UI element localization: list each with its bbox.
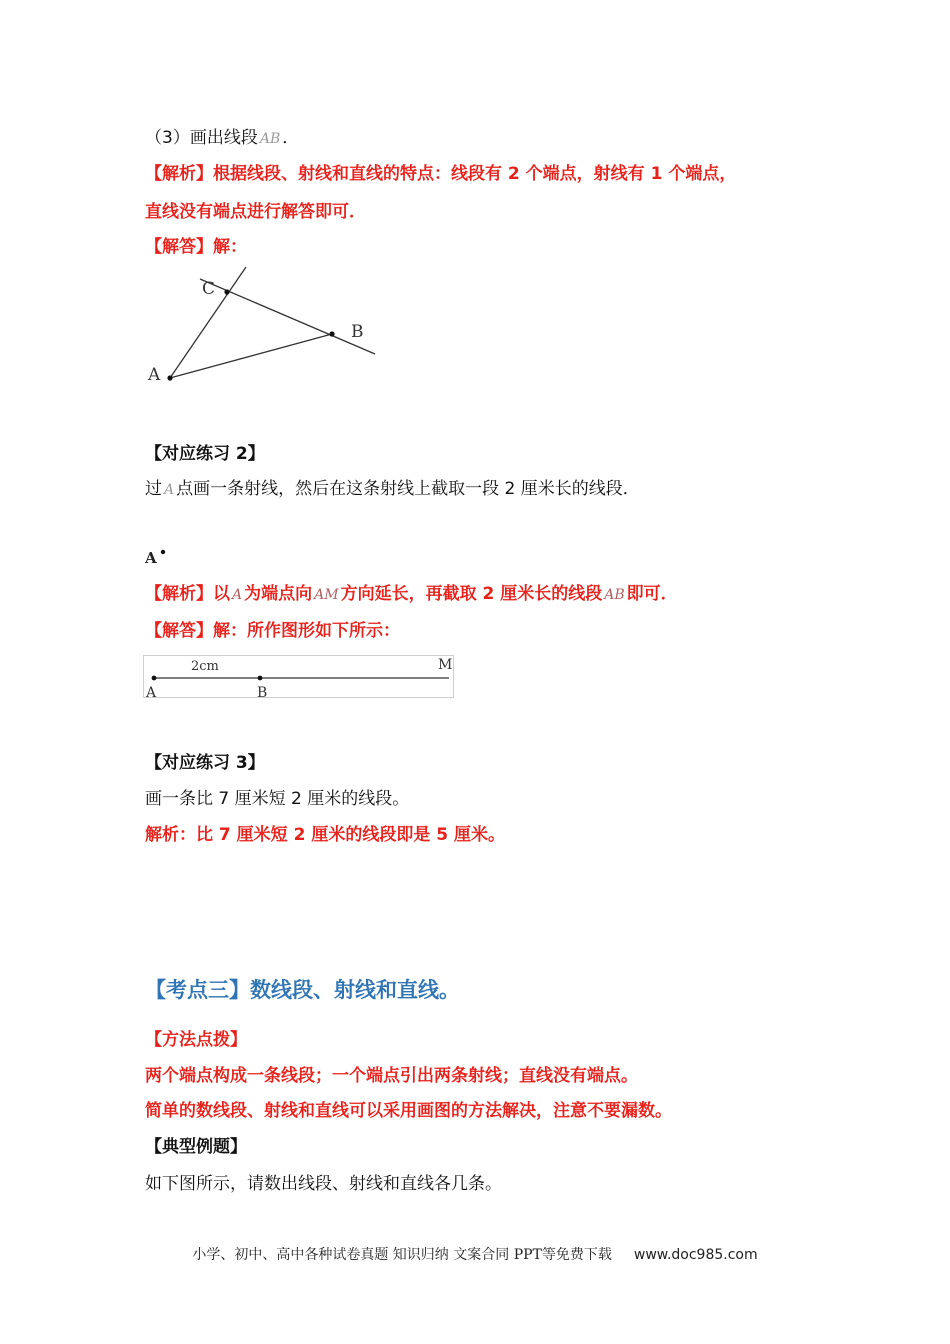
method-line-1: 两个端点构成一条线段；一个端点引出两条射线；直线没有端点。	[145, 1066, 638, 1086]
label-b2: B	[257, 685, 268, 701]
label-2cm: 2cm	[191, 659, 219, 674]
label-b: B	[351, 322, 364, 342]
practice-2-title: 【对应练习 2】	[145, 444, 265, 464]
label-c: C	[202, 279, 216, 299]
footer-url[interactable]: www.doc985.com	[633, 1247, 758, 1263]
math-ab: AB	[259, 131, 281, 147]
point-b2	[258, 676, 263, 681]
analysis-line-2: 直线没有端点进行解答即可．	[145, 202, 366, 222]
point-a-dot	[161, 550, 165, 554]
ray-figure	[143, 655, 458, 703]
practice-2-question: 过 A 点画一条射线，然后在这条射线上截取一段 2 厘米长的线段．	[145, 479, 640, 499]
point-b	[329, 331, 334, 336]
practice-3-question: 画一条比 7 厘米短 2 厘米的线段。	[145, 789, 410, 809]
answer-label: 【解答】解：	[145, 237, 247, 257]
point-c	[224, 289, 229, 294]
triangle-figure	[140, 262, 385, 387]
practice-3-title: 【对应练习 3】	[145, 753, 265, 773]
point-a-label: A	[145, 549, 157, 567]
question-3: （3）画出线段 AB ．	[145, 128, 300, 148]
point-a	[167, 375, 172, 380]
example-question: 如下图所示，请数出线段、射线和直线各几条。	[145, 1174, 502, 1194]
label-a: A	[148, 365, 161, 385]
segment-a-b	[170, 334, 332, 378]
label-m: M	[438, 657, 453, 673]
method-title: 【方法点拨】	[145, 1030, 247, 1050]
practice-2-analysis: 【解析】以 A 为端点向 AM 方向延长，再截取 2 厘米长的线段 AB 即可．	[145, 584, 678, 604]
practice-3-analysis: 解析：比 7 厘米短 2 厘米的线段即是 5 厘米。	[145, 825, 505, 845]
point-a-figure	[143, 545, 183, 569]
label-a2: A	[146, 685, 157, 701]
method-line-2: 简单的数线段、射线和直线可以采用画图的方法解决，注意不要漏数。	[145, 1101, 672, 1121]
analysis-line-1: 【解析】根据线段、射线和直线的特点：线段有 2 个端点，射线有 1 个端点，	[145, 164, 737, 184]
section-3-heading: 【考点三】数线段、射线和直线。	[145, 978, 460, 1002]
page-footer	[0, 1244, 950, 1264]
footer-text: 小学、初中、高中各种试卷真题 知识归纳 文案合同 PPT等免费下载	[192, 1247, 612, 1263]
example-title: 【典型例题】	[145, 1137, 247, 1157]
point-a2	[152, 676, 157, 681]
figure-frame	[144, 656, 454, 698]
practice-2-answer: 【解答】解：所作图形如下所示：	[145, 621, 400, 641]
